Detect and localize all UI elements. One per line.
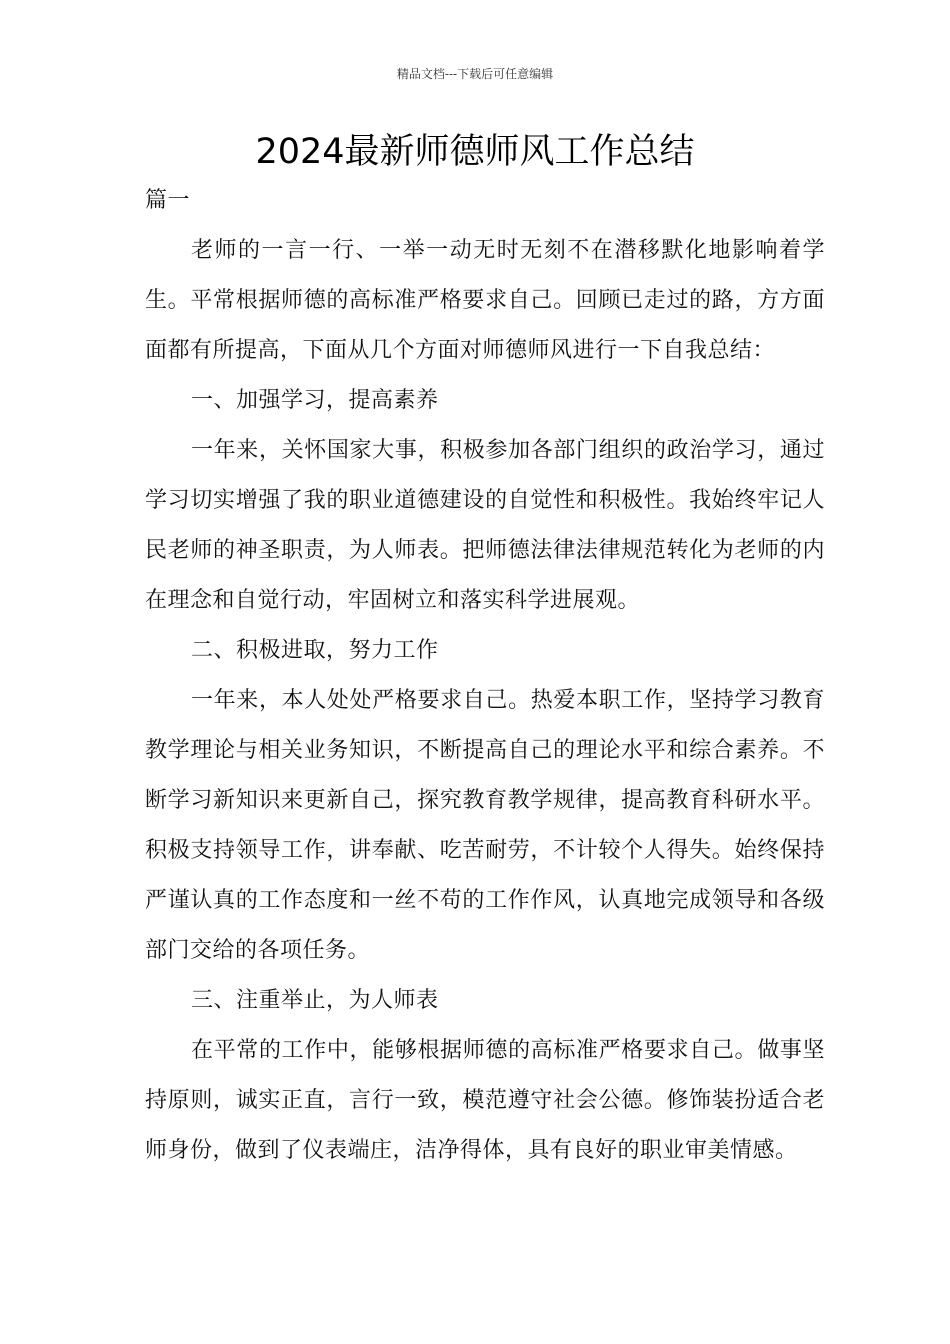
section-label: 篇一 [145, 188, 191, 213]
header-note: 精品文档---下载后可任意编辑 [396, 67, 554, 81]
document-title: 2024最新师德师风工作总结 [255, 132, 695, 172]
paragraph-intro: 老师的一言一行、一举一动无时无刻不在潜移默化地影响着学生。平常根据师德的高标准严格要求自己。回顾已走过的路，方方面面都有所提高，下面从几个方面对师德师风进行一下自我总结： [145, 238, 825, 363]
heading-work: 二、积极进取，努力工作 [191, 638, 439, 663]
document-body [145, 176, 825, 1176]
heading-conduct: 三、注重举止，为人师表 [191, 988, 439, 1013]
paragraph-work: 一年来，本人处处严格要求自己。热爱本职工作，坚持学习教育教学理论与相关业务知识，不断提高自己的理论水平和综合素养。不断学习新知识来更新自己，探究教育教学规律，提高教育科研水平。积极支持领导工作，讲奉献、吃苦耐劳，不计较个人得失。始终保持严谨认真的工作态度和一丝不苟的工作作风，认真地完成领导和各级部门交给的各项任务。 [145, 688, 825, 963]
heading-study: 一、加强学习，提高素养 [191, 388, 439, 413]
paragraph-conduct: 在平常的工作中，能够根据师德的高标准严格要求自己。做事坚持原则，诚实正直，言行一致，模范遵守社会公德。修饰装扮适合老师身份，做到了仪表端庄，洁净得体，具有良好的职业审美情感。 [145, 1038, 825, 1163]
paragraph-study: 一年来，关怀国家大事，积极参加各部门组织的政治学习，通过学习切实增强了我的职业道德建设的自觉性和积极性。我始终牢记人民老师的神圣职责，为人师表。把师德法律法律规范转化为老师的内在理念和自觉行动，牢固树立和落实科学进展观。 [145, 438, 825, 613]
